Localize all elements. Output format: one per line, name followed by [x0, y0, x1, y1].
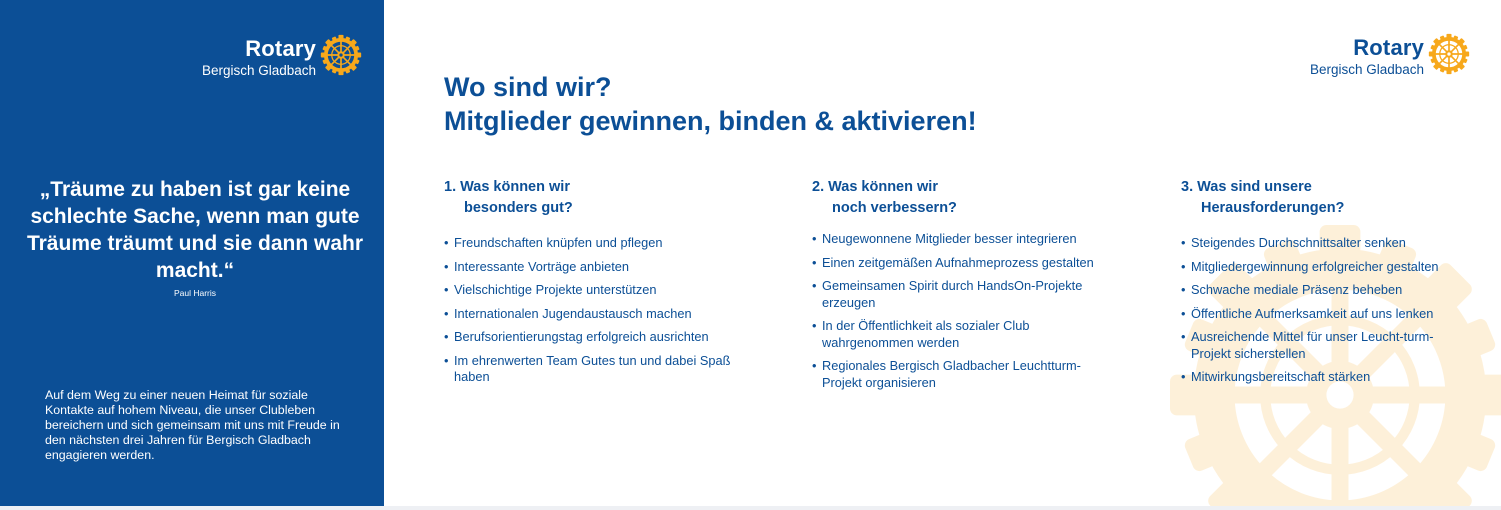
list-item: • Gemeinsamen Spirit durch HandsOn-Projekte erzeugen — [812, 278, 1083, 310]
column-improvements — [812, 177, 1102, 398]
column-challenges — [1181, 177, 1471, 393]
list-item: • Vielschichtige Projekte unterstützen — [444, 282, 657, 297]
bottom-divider — [0, 506, 1501, 510]
logo-brand-name: Rotary — [245, 36, 317, 61]
column-strengths — [444, 177, 734, 393]
logo-club-name: Bergisch Gladbach — [1310, 62, 1425, 77]
rotary-logo-left — [202, 38, 362, 78]
list-item: • In der Öffentlichkeit als sozialer Club wahrgenommen werden — [812, 318, 1030, 350]
list-item: • Neugewonnene Mitglieder besser integrieren — [812, 231, 1077, 246]
list-item: • Interessante Vorträge anbieten — [444, 258, 630, 274]
column-heading-line-1: 1. Was können wir — [444, 179, 570, 195]
column-heading-line-2: besonders gut? — [464, 200, 573, 216]
list-item: • Ausreichende Mittel für unser Leucht-turm-Projekt sicherstellen — [1181, 329, 1434, 361]
column-heading — [812, 177, 1102, 233]
page-title-line-1: Wo sind wir? — [444, 72, 612, 102]
list-item: • Berufsorientierungstag erfolgreich ausrichten — [444, 329, 709, 344]
list-item: • Regionales Bergisch Gladbacher Leuchtturm-Projekt organisieren — [812, 358, 1081, 390]
page-title-line-2: Mitglieder gewinnen, binden & aktivieren! — [444, 106, 977, 136]
left-panel — [0, 0, 384, 506]
quote-text: „Träume zu haben ist gar keine schlechte Sache, wenn man gute Träume träumt und sie dann wahr macht.“ — [26, 178, 364, 282]
column-heading — [444, 177, 734, 233]
list-item: • Mitwirkungsbereitschaft stärken — [1181, 369, 1371, 384]
column-heading-line-2: Herausforderungen? — [1201, 200, 1345, 216]
rotary-wheel-icon — [1428, 33, 1470, 75]
list-item: • Internationalen Jugendaustausch machen — [444, 305, 692, 321]
column-heading-line-2: noch verbessern? — [832, 200, 957, 216]
intro-paragraph: Auf dem Weg zu einer neuen Heimat für soziale Kontakte auf hohem Niveau, die unser Clubleben bereichern und sich gemeinsam mit uns mit Freude in den nächsten drei Jahren für Bergisch Gladbach engagieren werden. — [45, 388, 340, 462]
list-item: • Mitgliedergewinnung erfolgreicher gestalten — [1181, 258, 1439, 274]
list-item: • Schwache mediale Präsenz beheben — [1181, 282, 1403, 297]
bullet-list — [1181, 235, 1471, 386]
rotary-logo-right — [1310, 37, 1470, 77]
list-item: • Freundschaften knüpfen und pflegen — [444, 235, 663, 250]
list-item: • Einen zeitgemäßen Aufnahmeprozess gestalten — [812, 254, 1094, 270]
list-item: • Öffentliche Aufmerksamkeit auf uns lenken — [1181, 305, 1434, 321]
column-heading-line-1: 2. Was können wir — [812, 179, 938, 195]
logo-brand-name: Rotary — [1353, 35, 1425, 60]
quote-author: Paul Harris — [173, 288, 217, 298]
list-item: • Steigendes Durchschnittsalter senken — [1181, 235, 1406, 250]
column-heading-line-1: 3. Was sind unsere — [1181, 179, 1312, 195]
list-item: • Im ehrenwerten Team Gutes tun und dabei Spaß haben — [444, 352, 731, 384]
page-title — [444, 70, 977, 138]
bullet-list — [444, 235, 734, 386]
bullet-list — [812, 231, 1102, 391]
column-heading — [1181, 177, 1471, 233]
rotary-wheel-icon — [320, 34, 362, 76]
logo-club-name: Bergisch Gladbach — [202, 63, 317, 78]
